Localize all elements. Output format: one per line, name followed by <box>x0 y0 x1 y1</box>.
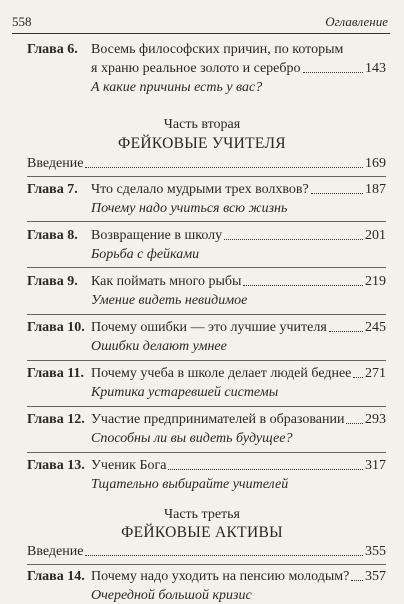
part-label: Часть вторая <box>163 117 241 132</box>
toc-line <box>27 293 386 312</box>
toc-line <box>27 247 386 266</box>
entry-rule <box>27 564 386 565</box>
dot-leader <box>85 156 363 168</box>
toc-entry-ch14[interactable] <box>27 569 386 604</box>
toc-line <box>27 201 386 220</box>
title-text: я храню реальное золото и серебро <box>91 61 301 76</box>
toc-line <box>27 228 386 247</box>
toc-line <box>27 458 386 477</box>
entry-rule <box>27 452 386 453</box>
chapter-label: Глава 14. <box>27 569 85 584</box>
chapter-title <box>91 320 386 337</box>
toc-entry-intro[interactable] <box>27 156 386 175</box>
running-title: Оглавление <box>325 14 388 29</box>
chapter-label: Глава 8. <box>27 228 78 243</box>
toc-entry-ch8[interactable] <box>27 228 386 266</box>
toc-line <box>27 42 386 61</box>
toc-entry-ch6[interactable] <box>27 42 386 99</box>
title-text: Участие предпринимателей в образовании <box>91 412 345 427</box>
title-text: Введение <box>27 156 84 171</box>
title-text: Почему ошибки — это лучшие учителя <box>91 320 327 335</box>
chapter-title <box>91 458 386 475</box>
chapter-label: Глава 7. <box>27 182 78 197</box>
page-ref: 271 <box>365 366 386 381</box>
page-ref: 317 <box>365 458 386 473</box>
chapter-title <box>91 42 386 58</box>
page-ref: 187 <box>365 182 386 197</box>
dot-leader <box>311 182 363 194</box>
dot-leader <box>329 320 363 332</box>
title-text: Восемь философских причин, по которым <box>91 42 344 57</box>
dot-leader <box>85 544 363 556</box>
page-ref: 357 <box>365 569 386 584</box>
part-title: ФЕЙКОВЫЕ УЧИТЕЛЯ <box>118 135 286 152</box>
chapter-subtitle: Критика устаревшей системы <box>91 385 279 400</box>
chapter-label: Глава 10. <box>27 320 85 335</box>
chapter-subtitle: Ошибки делают умнее <box>91 339 227 354</box>
chapter-subtitle: А какие причины есть у вас? <box>91 80 263 95</box>
toc-line <box>27 385 386 404</box>
chapter-label: Глава 6. <box>27 42 78 57</box>
chapter-subtitle: Умение видеть невидимое <box>91 293 248 308</box>
chapter-subtitle: Борьба с фейками <box>91 247 200 262</box>
dot-leader <box>303 61 363 73</box>
dot-leader <box>168 458 363 470</box>
toc-line <box>27 569 386 588</box>
chapter-subtitle: Тщательно выбирайте учителей <box>91 477 289 492</box>
title-text: Почему надо уходить на пенсию молодым? <box>91 569 350 584</box>
entry-rule <box>27 360 386 361</box>
title-text: Ученик Бога <box>91 458 167 473</box>
page-ref: 355 <box>365 544 386 559</box>
page-ref: 293 <box>365 412 386 427</box>
toc-line <box>27 477 386 496</box>
title-text: Как поймать много рыбы <box>91 274 242 289</box>
toc-line <box>27 80 386 99</box>
toc-line <box>27 544 386 563</box>
chapter-title <box>91 61 386 78</box>
page-ref: 245 <box>365 320 386 335</box>
intro-title <box>27 544 386 561</box>
dot-leader <box>243 274 363 286</box>
toc-entry-ch10[interactable] <box>27 320 386 358</box>
chapter-title <box>91 274 386 291</box>
chapter-label: Глава 13. <box>27 458 85 473</box>
entry-rule <box>27 176 386 177</box>
chapter-label: Глава 12. <box>27 412 85 427</box>
dot-leader <box>351 569 363 581</box>
title-text: Что сделало мудрыми трех волхвов? <box>91 182 309 197</box>
chapter-title <box>91 366 386 383</box>
toc-entry-ch12[interactable] <box>27 412 386 450</box>
toc-line <box>27 431 386 450</box>
toc-entry-intro[interactable] <box>27 544 386 563</box>
toc-line <box>27 588 386 604</box>
title-text: Почему учеба в школе делает людей беднее <box>91 366 352 381</box>
chapter-label: Глава 11. <box>27 366 84 381</box>
chapter-title <box>91 182 386 199</box>
title-text: Введение <box>27 544 84 559</box>
toc-line <box>27 61 386 80</box>
chapter-subtitle: Очередной большой кризис <box>91 588 252 603</box>
toc-line <box>27 274 386 293</box>
dot-leader <box>346 412 363 424</box>
intro-title <box>27 156 386 173</box>
part-label: Часть третья <box>164 507 240 522</box>
chapter-title <box>91 228 386 245</box>
title-text: Возвращение в школу <box>91 228 223 243</box>
dot-leader <box>224 228 363 240</box>
toc-entry-ch11[interactable] <box>27 366 386 404</box>
entry-rule <box>27 267 386 268</box>
page-ref: 219 <box>365 274 386 289</box>
part-title: ФЕЙКОВЫЕ АКТИВЫ <box>121 524 283 541</box>
toc-line <box>27 320 386 339</box>
entry-rule <box>27 406 386 407</box>
page-number: 558 <box>12 14 32 29</box>
toc-line <box>27 339 386 358</box>
page-ref: 169 <box>365 156 386 171</box>
chapter-title <box>91 569 386 586</box>
toc-line <box>27 182 386 201</box>
chapter-subtitle: Почему надо учиться всю жизнь <box>91 201 288 216</box>
toc-line <box>27 412 386 431</box>
chapter-title <box>91 412 386 429</box>
toc-line <box>27 366 386 385</box>
toc-entry-ch13[interactable] <box>27 458 386 496</box>
toc-entry-ch9[interactable] <box>27 274 386 312</box>
page-ref: 143 <box>365 61 386 76</box>
toc-line <box>27 156 386 175</box>
toc-entry-ch7[interactable] <box>27 182 386 220</box>
chapter-label: Глава 9. <box>27 274 78 289</box>
chapter-subtitle: Способны ли вы видеть будущее? <box>91 431 293 446</box>
dot-leader <box>353 366 363 378</box>
entry-rule <box>27 221 386 222</box>
running-header <box>12 14 388 32</box>
header-rule <box>12 33 390 34</box>
page-ref: 201 <box>365 228 386 243</box>
entry-rule <box>27 314 386 315</box>
